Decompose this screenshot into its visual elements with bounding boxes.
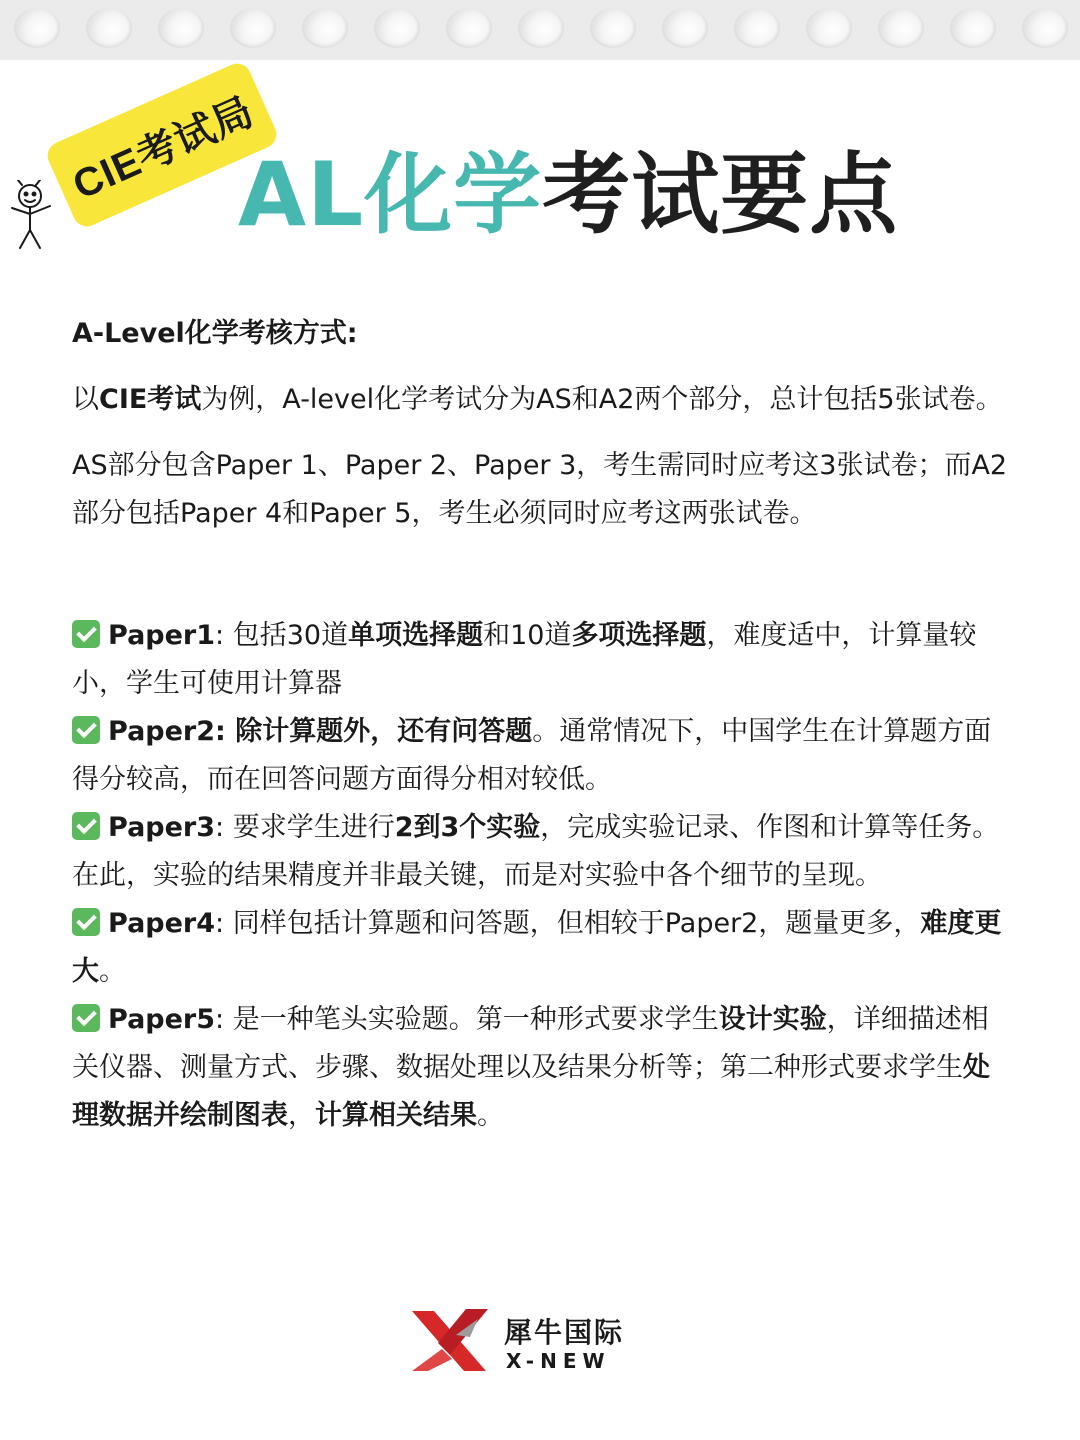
- binding-ring-icon: [950, 8, 996, 48]
- paper-bold: 处理数据并绘制图表: [72, 1052, 990, 1131]
- paper-bold: 除计算题外，还有问答题: [225, 716, 533, 747]
- binding-ring-icon: [158, 8, 204, 48]
- paper-bold: 单项选择题: [348, 620, 484, 651]
- paper-text: ，详细描述相关仪器、测量方式、步骤、数据处理以及结果分析等；第二种形式要求学生: [72, 1004, 989, 1083]
- paper-bold: 多项选择题: [571, 620, 707, 651]
- logo-chinese-name: 犀牛国际: [504, 1316, 625, 1349]
- notebook-binding: [0, 0, 1080, 60]
- spacer: [72, 556, 1012, 612]
- check-mark-icon: [72, 620, 100, 648]
- binding-ring-icon: [518, 8, 564, 48]
- paper-text: ，完成实验记录、作图和计算等任务。在此，实验的结果精度并非最关键，而是对实验中各个细节的呈现。: [72, 812, 1000, 891]
- binding-ring-icon: [590, 8, 636, 48]
- paper-text: : 是一种笔头实验题。第一种形式要求学生: [215, 1004, 719, 1035]
- paper-label: Paper1: [108, 620, 216, 651]
- paper-text: : 包括30道: [215, 620, 349, 651]
- paper-bold: 2到3个实验: [394, 812, 541, 843]
- binding-ring-icon: [878, 8, 924, 48]
- paper-label: Paper4: [108, 908, 216, 939]
- logo-english-name: X-NEW: [506, 1349, 611, 1373]
- paper-text: 。: [99, 956, 126, 987]
- binding-ring-icon: [374, 8, 420, 48]
- paper-bold: 难度更大: [72, 908, 1002, 987]
- paper-text: 和10道: [483, 620, 572, 651]
- binding-ring-icon: [446, 8, 492, 48]
- page-title: [238, 140, 898, 250]
- binding-ring-icon: [1022, 8, 1068, 48]
- check-mark-icon: [72, 1004, 100, 1032]
- article-body: [72, 310, 1012, 1140]
- binding-ring-icon: [302, 8, 348, 48]
- paper-label: Paper5: [108, 1004, 216, 1035]
- binding-ring-icon: [86, 8, 132, 48]
- paper-item: [72, 612, 1012, 708]
- paper-text: ，难度适中，计算量较小，学生可使用计算器: [72, 620, 977, 699]
- check-mark-icon: [72, 716, 100, 744]
- check-mark-icon: [72, 908, 100, 936]
- paper-text: ，: [288, 1100, 315, 1131]
- intro-text: 为例，A-level化学考试分为AS和A2两个部分，总计包括5张试卷。: [201, 384, 1003, 415]
- paper-text: 。: [477, 1100, 504, 1131]
- title-teal-part: AL化学: [238, 143, 543, 246]
- paper-label: Paper2:: [108, 716, 226, 747]
- x-new-logo-icon: [408, 1305, 492, 1377]
- section-heading: A-Level化学考核方式:: [72, 318, 358, 349]
- intro-bold: CIE考试: [99, 384, 202, 415]
- paper-bold: 设计实验: [718, 1004, 827, 1035]
- check-mark-icon: [72, 812, 100, 840]
- paper-item: [72, 996, 1012, 1140]
- paper-item: [72, 804, 1012, 900]
- sticker-label: CIE考试局: [66, 88, 261, 208]
- brand-logo: [408, 1305, 625, 1377]
- binding-ring-icon: [662, 8, 708, 48]
- paper-bold: 计算相关结果: [315, 1100, 477, 1131]
- paper-item: [72, 900, 1012, 996]
- paper-item: [72, 708, 1012, 804]
- binding-ring-icon: [806, 8, 852, 48]
- paper-text: : 同样包括计算题和问答题，但相较于Paper2，题量更多，: [215, 908, 921, 939]
- intro-paragraph: [72, 376, 1012, 424]
- binding-ring-icon: [230, 8, 276, 48]
- paper-label: Paper3: [108, 812, 216, 843]
- binding-ring-icon: [14, 8, 60, 48]
- paper-text: : 要求学生进行: [215, 812, 395, 843]
- as-a2-paragraph: AS部分包含Paper 1、Paper 2、Paper 3，考生需同时应考这3张试卷；而A2部分包括Paper 4和Paper 5，考生必须同时应考这两张试卷。: [72, 450, 1008, 529]
- binding-ring-icon: [734, 8, 780, 48]
- intro-text: 以: [72, 384, 99, 415]
- title-dark-part: 考试要点: [542, 143, 899, 246]
- stick-figure-doodle-icon: [2, 180, 62, 252]
- paper-text: 。通常情况下，中国学生在计算题方面得分较高，而在回答问题方面得分相对较低。: [72, 716, 992, 795]
